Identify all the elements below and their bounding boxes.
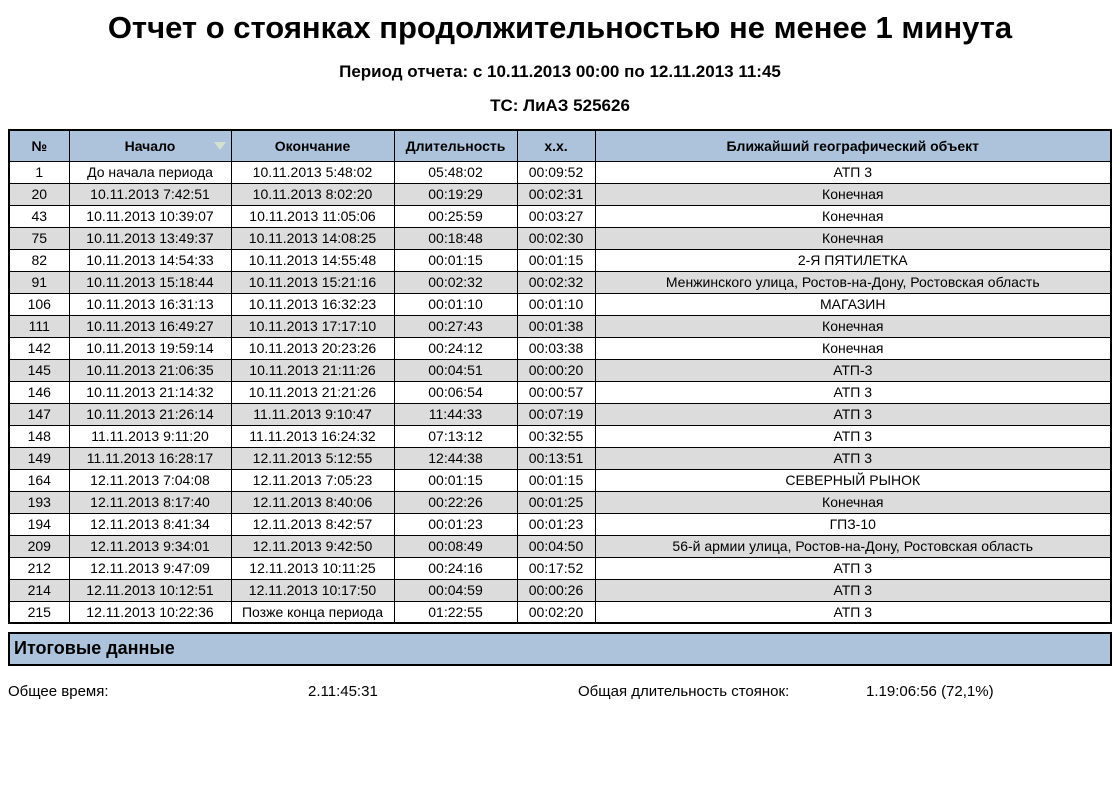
table-cell: 193 [9,491,69,513]
table-cell: 11.11.2013 9:11:20 [69,425,231,447]
table-row [9,337,1111,359]
header-cell-4: х.х. [517,130,595,161]
table-cell: 149 [9,447,69,469]
table-cell: 00:02:31 [517,183,595,205]
table-cell: Конечная [595,491,1111,513]
filter-dropdown-icon[interactable] [214,142,226,150]
table-cell: 10.11.2013 17:17:10 [231,315,394,337]
table-cell: 12.11.2013 7:05:23 [231,469,394,491]
table-row [9,315,1111,337]
table-cell: 07:13:12 [394,425,517,447]
table-row [9,403,1111,425]
table-cell: АТП 3 [595,425,1111,447]
table-row [9,271,1111,293]
table-cell: 12.11.2013 9:42:50 [231,535,394,557]
table-cell: 05:48:02 [394,161,517,183]
table-cell: 00:03:27 [517,205,595,227]
table-cell: 12.11.2013 5:12:55 [231,447,394,469]
table-cell: Позже конца периода [231,601,394,623]
table-cell: Конечная [595,205,1111,227]
report-period: Период отчета: с 10.11.2013 00:00 по 12.11.2013 11:45 [339,62,781,82]
table-cell: 106 [9,293,69,315]
table-cell: 10.11.2013 21:06:35 [69,359,231,381]
table-row [9,491,1111,513]
table-body [9,161,1111,623]
table-cell: 00:13:51 [517,447,595,469]
table-cell: АТП 3 [595,579,1111,601]
table-cell: 10.11.2013 14:54:33 [69,249,231,271]
table-cell: 91 [9,271,69,293]
table-cell: АТП 3 [595,601,1111,623]
table-cell: 01:22:55 [394,601,517,623]
table-cell: 00:18:48 [394,227,517,249]
total-time-label: Общее время: [8,683,109,701]
table-row [9,161,1111,183]
table-cell: 00:24:12 [394,337,517,359]
table-cell: 00:01:38 [517,315,595,337]
table-cell: 10.11.2013 14:55:48 [231,249,394,271]
table-cell: 00:01:15 [394,249,517,271]
total-parking-value: 1.19:06:56 (72,1%) [866,683,994,701]
report-vehicle: ТС: ЛиАЗ 525626 [490,96,630,116]
table-cell: 10.11.2013 20:23:26 [231,337,394,359]
table-cell: 212 [9,557,69,579]
table-cell: 11.11.2013 16:24:32 [231,425,394,447]
table-cell: 10.11.2013 13:49:37 [69,227,231,249]
table-cell: 00:17:52 [517,557,595,579]
table-cell: 148 [9,425,69,447]
table-cell: 00:22:26 [394,491,517,513]
table-cell: 43 [9,205,69,227]
table-cell: 12.11.2013 8:42:57 [231,513,394,535]
table-cell: СЕВЕРНЫЙ РЫНОК [595,469,1111,491]
table-cell: ГПЗ-10 [595,513,1111,535]
table-cell: 164 [9,469,69,491]
table-row [9,205,1111,227]
table-cell: 00:01:23 [394,513,517,535]
table-cell: 10.11.2013 5:48:02 [231,161,394,183]
table-cell: АТП 3 [595,557,1111,579]
table-row [9,293,1111,315]
table-row [9,359,1111,381]
table-cell: Конечная [595,183,1111,205]
table-row [9,447,1111,469]
table-cell: 10.11.2013 15:18:44 [69,271,231,293]
table-cell: 00:08:49 [394,535,517,557]
table-cell: 00:01:23 [517,513,595,535]
table-cell: 11.11.2013 16:28:17 [69,447,231,469]
table-cell: АТП 3 [595,403,1111,425]
header-cell-5: Ближайший географический объект [595,130,1111,161]
table-cell: 56-й армии улица, Ростов-на-Дону, Ростовская область [595,535,1111,557]
table-cell: 194 [9,513,69,535]
report-title: Отчет о стоянках продолжительностью не менее 1 минута [107,10,1013,45]
table-cell: 12.11.2013 10:12:51 [69,579,231,601]
table-cell: 146 [9,381,69,403]
table-cell: 12.11.2013 10:22:36 [69,601,231,623]
table-row [9,557,1111,579]
table-cell: 00:01:15 [517,249,595,271]
table-cell: 00:24:16 [394,557,517,579]
table-row [9,469,1111,491]
table-cell: 00:01:10 [394,293,517,315]
table-cell: 00:02:32 [517,271,595,293]
table-cell: 00:06:54 [394,381,517,403]
table-cell: 12.11.2013 8:40:06 [231,491,394,513]
table-cell: 00:04:59 [394,579,517,601]
table-cell: 00:04:50 [517,535,595,557]
table-cell: 00:32:55 [517,425,595,447]
table-cell: 10.11.2013 10:39:07 [69,205,231,227]
table-cell: 12.11.2013 8:17:40 [69,491,231,513]
table-cell: 00:00:26 [517,579,595,601]
table-cell: 10.11.2013 16:32:23 [231,293,394,315]
table-cell: 00:02:20 [517,601,595,623]
table-row [9,227,1111,249]
table-row [9,579,1111,601]
table-cell: 10.11.2013 21:26:14 [69,403,231,425]
table-cell: 142 [9,337,69,359]
table-cell: 111 [9,315,69,337]
header-cell-1: Начало [69,130,231,161]
table-cell: 12.11.2013 10:11:25 [231,557,394,579]
table-cell: 145 [9,359,69,381]
table-row [9,535,1111,557]
table-cell: 00:00:20 [517,359,595,381]
table-row [9,249,1111,271]
table-cell: 12.11.2013 7:04:08 [69,469,231,491]
table-cell: 00:07:19 [517,403,595,425]
table-cell: 12.11.2013 9:34:01 [69,535,231,557]
table-cell: 10.11.2013 21:21:26 [231,381,394,403]
table-cell: До начала периода [69,161,231,183]
table-cell: 215 [9,601,69,623]
table-cell: 00:25:59 [394,205,517,227]
total-parking-label: Общая длительность стоянок: [578,683,790,701]
table-cell: 10.11.2013 11:05:06 [231,205,394,227]
table-cell: 10.11.2013 21:11:26 [231,359,394,381]
table-row [9,381,1111,403]
table-cell: 00:01:15 [394,469,517,491]
table-cell: 00:09:52 [517,161,595,183]
header-cell-0: № [9,130,69,161]
table-cell: Конечная [595,315,1111,337]
table-cell: МАГАЗИН [595,293,1111,315]
parking-table [8,129,1112,624]
table-row [9,513,1111,535]
table-cell: 209 [9,535,69,557]
totals-row [8,683,1112,703]
summary-section-header: Итоговые данные [8,632,1112,666]
table-cell: 10.11.2013 8:02:20 [231,183,394,205]
table-cell: 12.11.2013 10:17:50 [231,579,394,601]
table-cell: 10.11.2013 14:08:25 [231,227,394,249]
table-cell: 12.11.2013 8:41:34 [69,513,231,535]
header-cell-3: Длительность [394,130,517,161]
table-cell: АТП 3 [595,161,1111,183]
table-cell: 12.11.2013 9:47:09 [69,557,231,579]
table-cell: 00:19:29 [394,183,517,205]
table-cell: 1 [9,161,69,183]
table-cell: 00:00:57 [517,381,595,403]
table-cell: 00:02:32 [394,271,517,293]
table-cell: 2-Я ПЯТИЛЕТКА [595,249,1111,271]
table-cell: Конечная [595,227,1111,249]
table-cell: 147 [9,403,69,425]
table-cell: 00:03:38 [517,337,595,359]
table-cell: 10.11.2013 21:14:32 [69,381,231,403]
table-cell: АТП 3 [595,381,1111,403]
table-cell: 82 [9,249,69,271]
table-cell: 00:02:30 [517,227,595,249]
table-cell: 10.11.2013 19:59:14 [69,337,231,359]
total-time-value: 2.11:45:31 [308,683,378,701]
table-cell: АТП-3 [595,359,1111,381]
table-header-row [9,130,1111,161]
table-cell: 00:01:15 [517,469,595,491]
table-cell: 10.11.2013 7:42:51 [69,183,231,205]
table-cell: 10.11.2013 16:31:13 [69,293,231,315]
table-cell: 20 [9,183,69,205]
table-cell: 10.11.2013 16:49:27 [69,315,231,337]
table-cell: 75 [9,227,69,249]
table-cell: 11:44:33 [394,403,517,425]
table-cell: 00:27:43 [394,315,517,337]
table-cell: 00:01:25 [517,491,595,513]
table-cell: 11.11.2013 9:10:47 [231,403,394,425]
table-cell: Конечная [595,337,1111,359]
table-cell: 00:01:10 [517,293,595,315]
table-row [9,425,1111,447]
header-cell-2: Окончание [231,130,394,161]
table-cell: 12:44:38 [394,447,517,469]
table-cell: 10.11.2013 15:21:16 [231,271,394,293]
table-cell: АТП 3 [595,447,1111,469]
table-cell: 00:04:51 [394,359,517,381]
table-row [9,601,1111,623]
table-cell: 214 [9,579,69,601]
table-cell: Менжинского улица, Ростов-на-Дону, Ростовская область [595,271,1111,293]
table-row [9,183,1111,205]
